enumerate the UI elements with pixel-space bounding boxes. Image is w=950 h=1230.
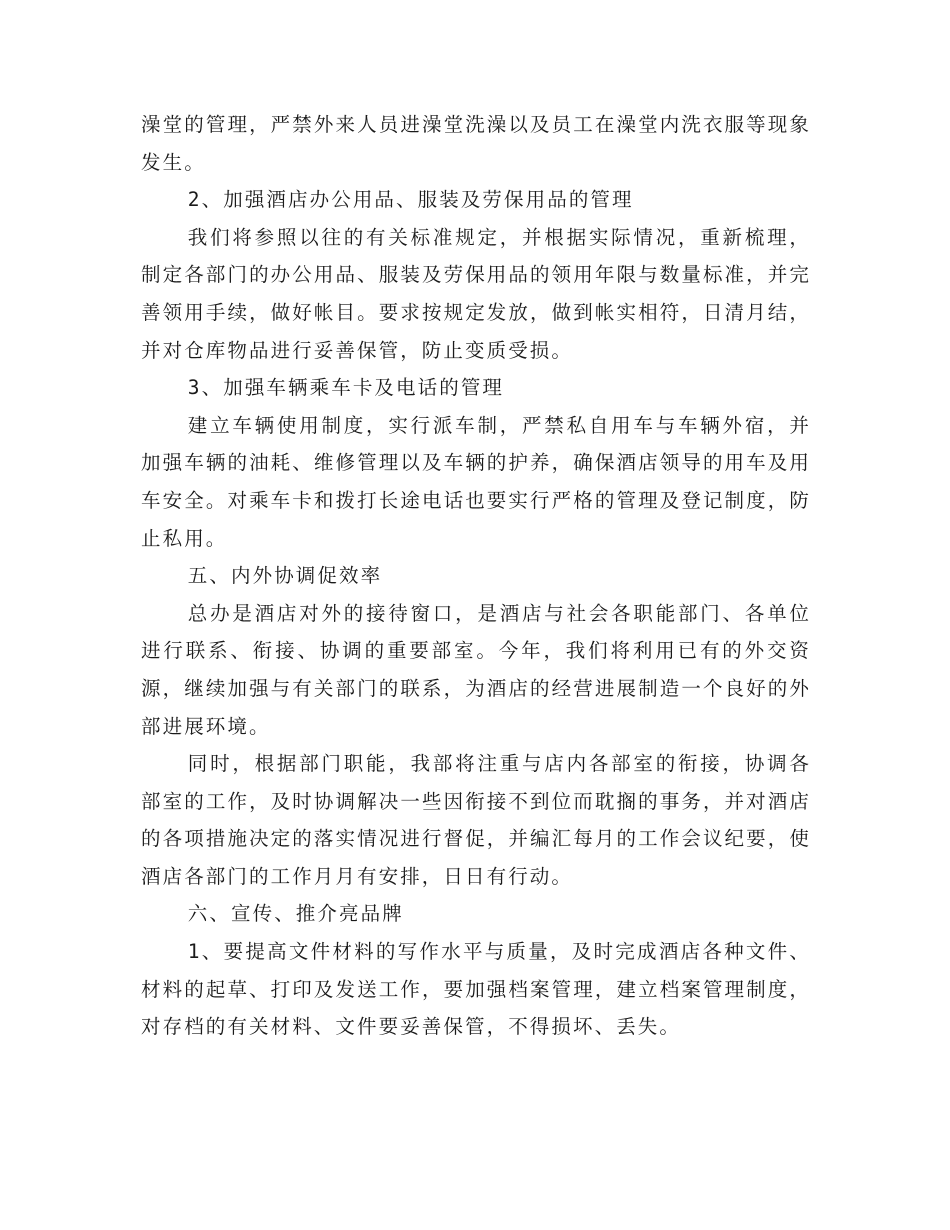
paragraph: 总办是酒店对外的接待窗口，是酒店与社会各职能部门、各单位进行联系、衔接、协调的重要部室。今年，我们将利用已有的外交资源，继续加强与有关部门的联系，为酒店的经营进展制造一个良好的外部进展环境。 [141, 601, 811, 738]
section-heading: 3、加强车辆乘车卡及电话的管理 [187, 376, 505, 400]
paragraph: 澡堂的管理，严禁外来人员进澡堂洗澡以及员工在澡堂内洗衣服等现象发生。 [141, 113, 811, 174]
section-heading: 2、加强酒店办公用品、服装及劳保用品的管理 [187, 188, 634, 212]
paragraph: 建立车辆使用制度，实行派车制，严禁私自用车与车辆外宿，并加强车辆的油耗、维修管理以及车辆的护养，确保酒店领导的用车及用车安全。对乘车卡和拨打长途电话也要实行严格的管理及登记制度，防止私用。 [141, 413, 811, 550]
section-heading: 六、宣传、推介亮品牌 [187, 902, 404, 926]
paragraph: 我们将参照以往的有关标准规定，并根据实际情况，重新梳理，制定各部门的办公用品、服装及劳保用品的领用年限与数量标准，并完善领用手续，做好帐目。要求按规定发放，做到帐实相符，日清月结，并对仓库物品进行妥善保管，防止变质受损。 [141, 225, 811, 362]
section-heading: 五、内外协调促效率 [187, 564, 383, 588]
document-body [141, 106, 811, 1046]
paragraph: 同时，根据部门职能，我部将注重与店内各部室的衔接，协调各部室的工作，及时协调解决一些因衔接不到位而耽搁的事务，并对酒店的各项措施决定的落实情况进行督促，并编汇每月的工作会议纪要，使酒店各部门的工作月月有安排，日日有行动。 [141, 752, 811, 888]
paragraph: 1、要提高文件材料的写作水平与质量，及时完成酒店各种文件、材料的起草、打印及发送工作，要加强档案管理，建立档案管理制度，对存档的有关材料、文件要妥善保管，不得损坏、丢失。 [141, 940, 811, 1039]
